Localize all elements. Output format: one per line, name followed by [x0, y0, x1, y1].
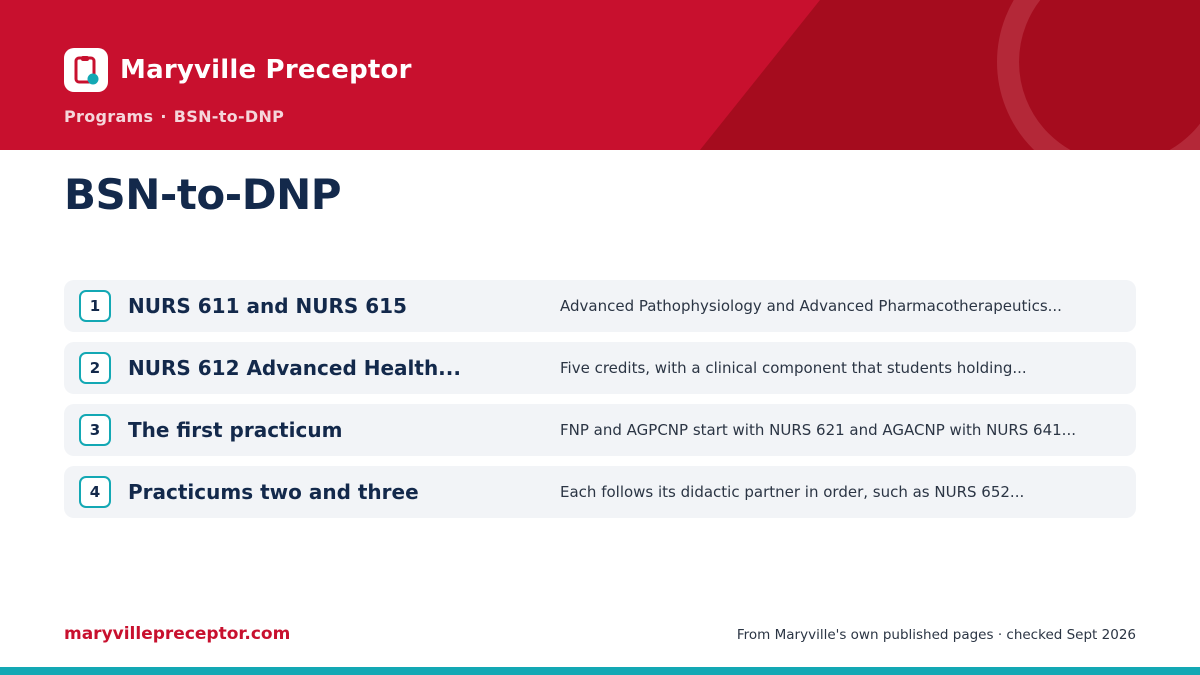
footer-website-link[interactable]: maryvillepreceptor.com: [64, 624, 291, 644]
footer-source-note: From Maryville's own published pages · checked Sept 2026: [736, 627, 1136, 643]
breadcrumb-programs[interactable]: Programs: [64, 107, 154, 126]
step-row[interactable]: [64, 280, 1136, 332]
step-number-badge: 4: [79, 476, 111, 508]
breadcrumb-current: BSN-to-DNP: [173, 107, 285, 126]
breadcrumb: [64, 107, 284, 126]
step-row[interactable]: [64, 466, 1136, 518]
step-description: Five credits, with a clinical component that students holding...: [560, 359, 1027, 377]
brand[interactable]: [64, 48, 412, 92]
step-row[interactable]: [64, 404, 1136, 456]
step-description: Advanced Pathophysiology and Advanced Pharmacotherapeutics...: [560, 297, 1062, 315]
brand-name: Maryville Preceptor: [120, 55, 412, 85]
step-number-badge: 2: [79, 352, 111, 384]
clipboard-icon: [64, 48, 108, 92]
step-title: NURS 611 and NURS 615: [128, 294, 407, 318]
page-title: BSN-to-DNP: [64, 170, 342, 219]
step-title: The first practicum: [128, 418, 343, 442]
breadcrumb-separator: ·: [160, 107, 167, 126]
step-number-badge: 1: [79, 290, 111, 322]
steps-list: [64, 280, 1136, 528]
step-title: NURS 612 Advanced Health...: [128, 356, 461, 380]
step-description: Each follows its didactic partner in order, such as NURS 652...: [560, 483, 1025, 501]
step-title: Practicums two and three: [128, 480, 419, 504]
bottom-accent-bar: [0, 667, 1200, 675]
header-banner: [0, 0, 1200, 150]
step-description: FNP and AGPCNP start with NURS 621 and AGACNP with NURS 641...: [560, 421, 1076, 439]
step-number-badge: 3: [79, 414, 111, 446]
step-row[interactable]: [64, 342, 1136, 394]
